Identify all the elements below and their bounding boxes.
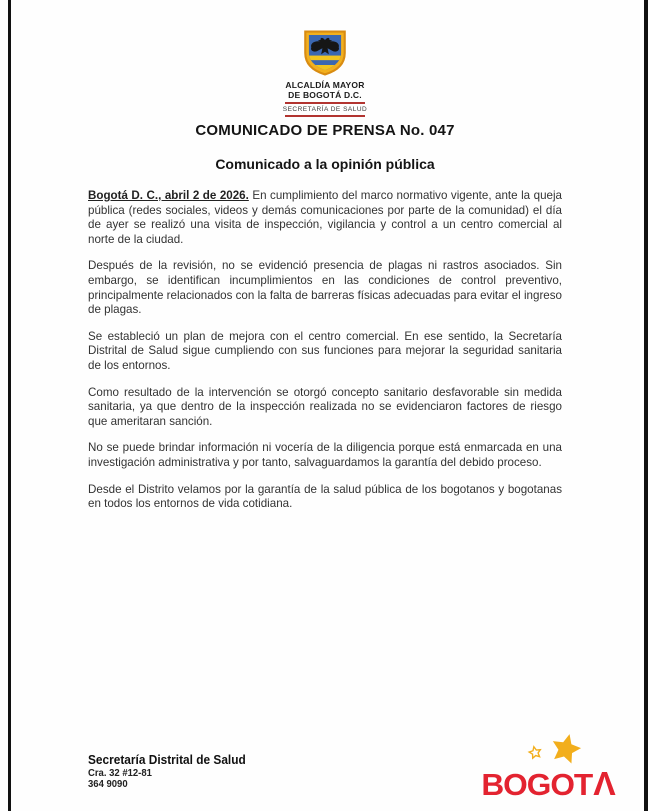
org-subtitle: SECRETARÍA DE SALUD [282,106,368,113]
paragraph-3: Se estableció un plan de mejora con el centro comercial. En ese sentido, la Secretaría Distrital de Salud sigue cumpliendo con sus funciones para mejorar la seguridad sanitaria de los entornos. [88,329,562,372]
paragraph-5: No se puede brindar información ni vocería de la diligencia porque está enmarcada en una investigación administrativa y por tanto, salvaguardamos la garantía del debido proceso. [88,441,562,469]
letterhead [0,29,650,119]
org-name-line1: ALCALDÍA MAYOR [285,80,365,90]
contact-block [88,753,246,790]
bogota-wordmark-text: BOGOT [481,767,593,802]
paragraph-4: Como resultado de la intervención se otorgó concepto sanitario desfavorable sin medida sanitaria, ya que dentro de la inspección realizada no se evidenciaron factores de riesgo que ameritaran sanción. [88,385,562,428]
paragraph-2: Después de la revisión, no se evidenció presencia de plagas ni rastros asociados. Sin embargo, se identifican incumplimientos en las condiciones de control preventivo, principalmente relacionados con la falta de barreras físicas adecuadas para evitar el ingreso de plagas. [88,259,562,317]
document-title: COMUNICADO DE PRENSA No. 047 [195,122,455,139]
bogota-coat-of-arms-icon [299,29,351,77]
document-body [88,189,562,524]
document-subtitle: Comunicado a la opinión pública [215,156,435,172]
contact-phone: 364 9090 [88,779,128,790]
red-rule-top [285,102,365,104]
red-rule-bottom [285,115,365,117]
paragraph-1 [88,189,562,247]
contact-address: Cra. 32 #12-81 [88,768,152,779]
bogota-wordmark [481,765,616,802]
paragraph-1-text: En cumplimiento del marco normativo vigente, ante la queja pública (redes sociales, videos y demás comunicaciones por parte de la comunidad) el día de ayer se realizó una visita de inspección, vigilancia y control a un centro comercial al norte de la ciudad. [88,189,563,246]
dateline: Bogotá D. C., abril 2 de 2026. [88,189,249,202]
bogota-wordmark-final-a: Λ [593,765,616,802]
star-icon [522,732,584,768]
bogota-logo [446,734,616,800]
contact-org-name: Secretaría Distrital de Salud [88,753,246,767]
paragraph-6: Desde el Distrito velamos por la garantía de la salud pública de los bogotanos y bogotanas en todos los entornos de vida cotidiana. [88,482,562,511]
org-name-line2: DE BOGOTÁ D.C. [288,90,362,100]
